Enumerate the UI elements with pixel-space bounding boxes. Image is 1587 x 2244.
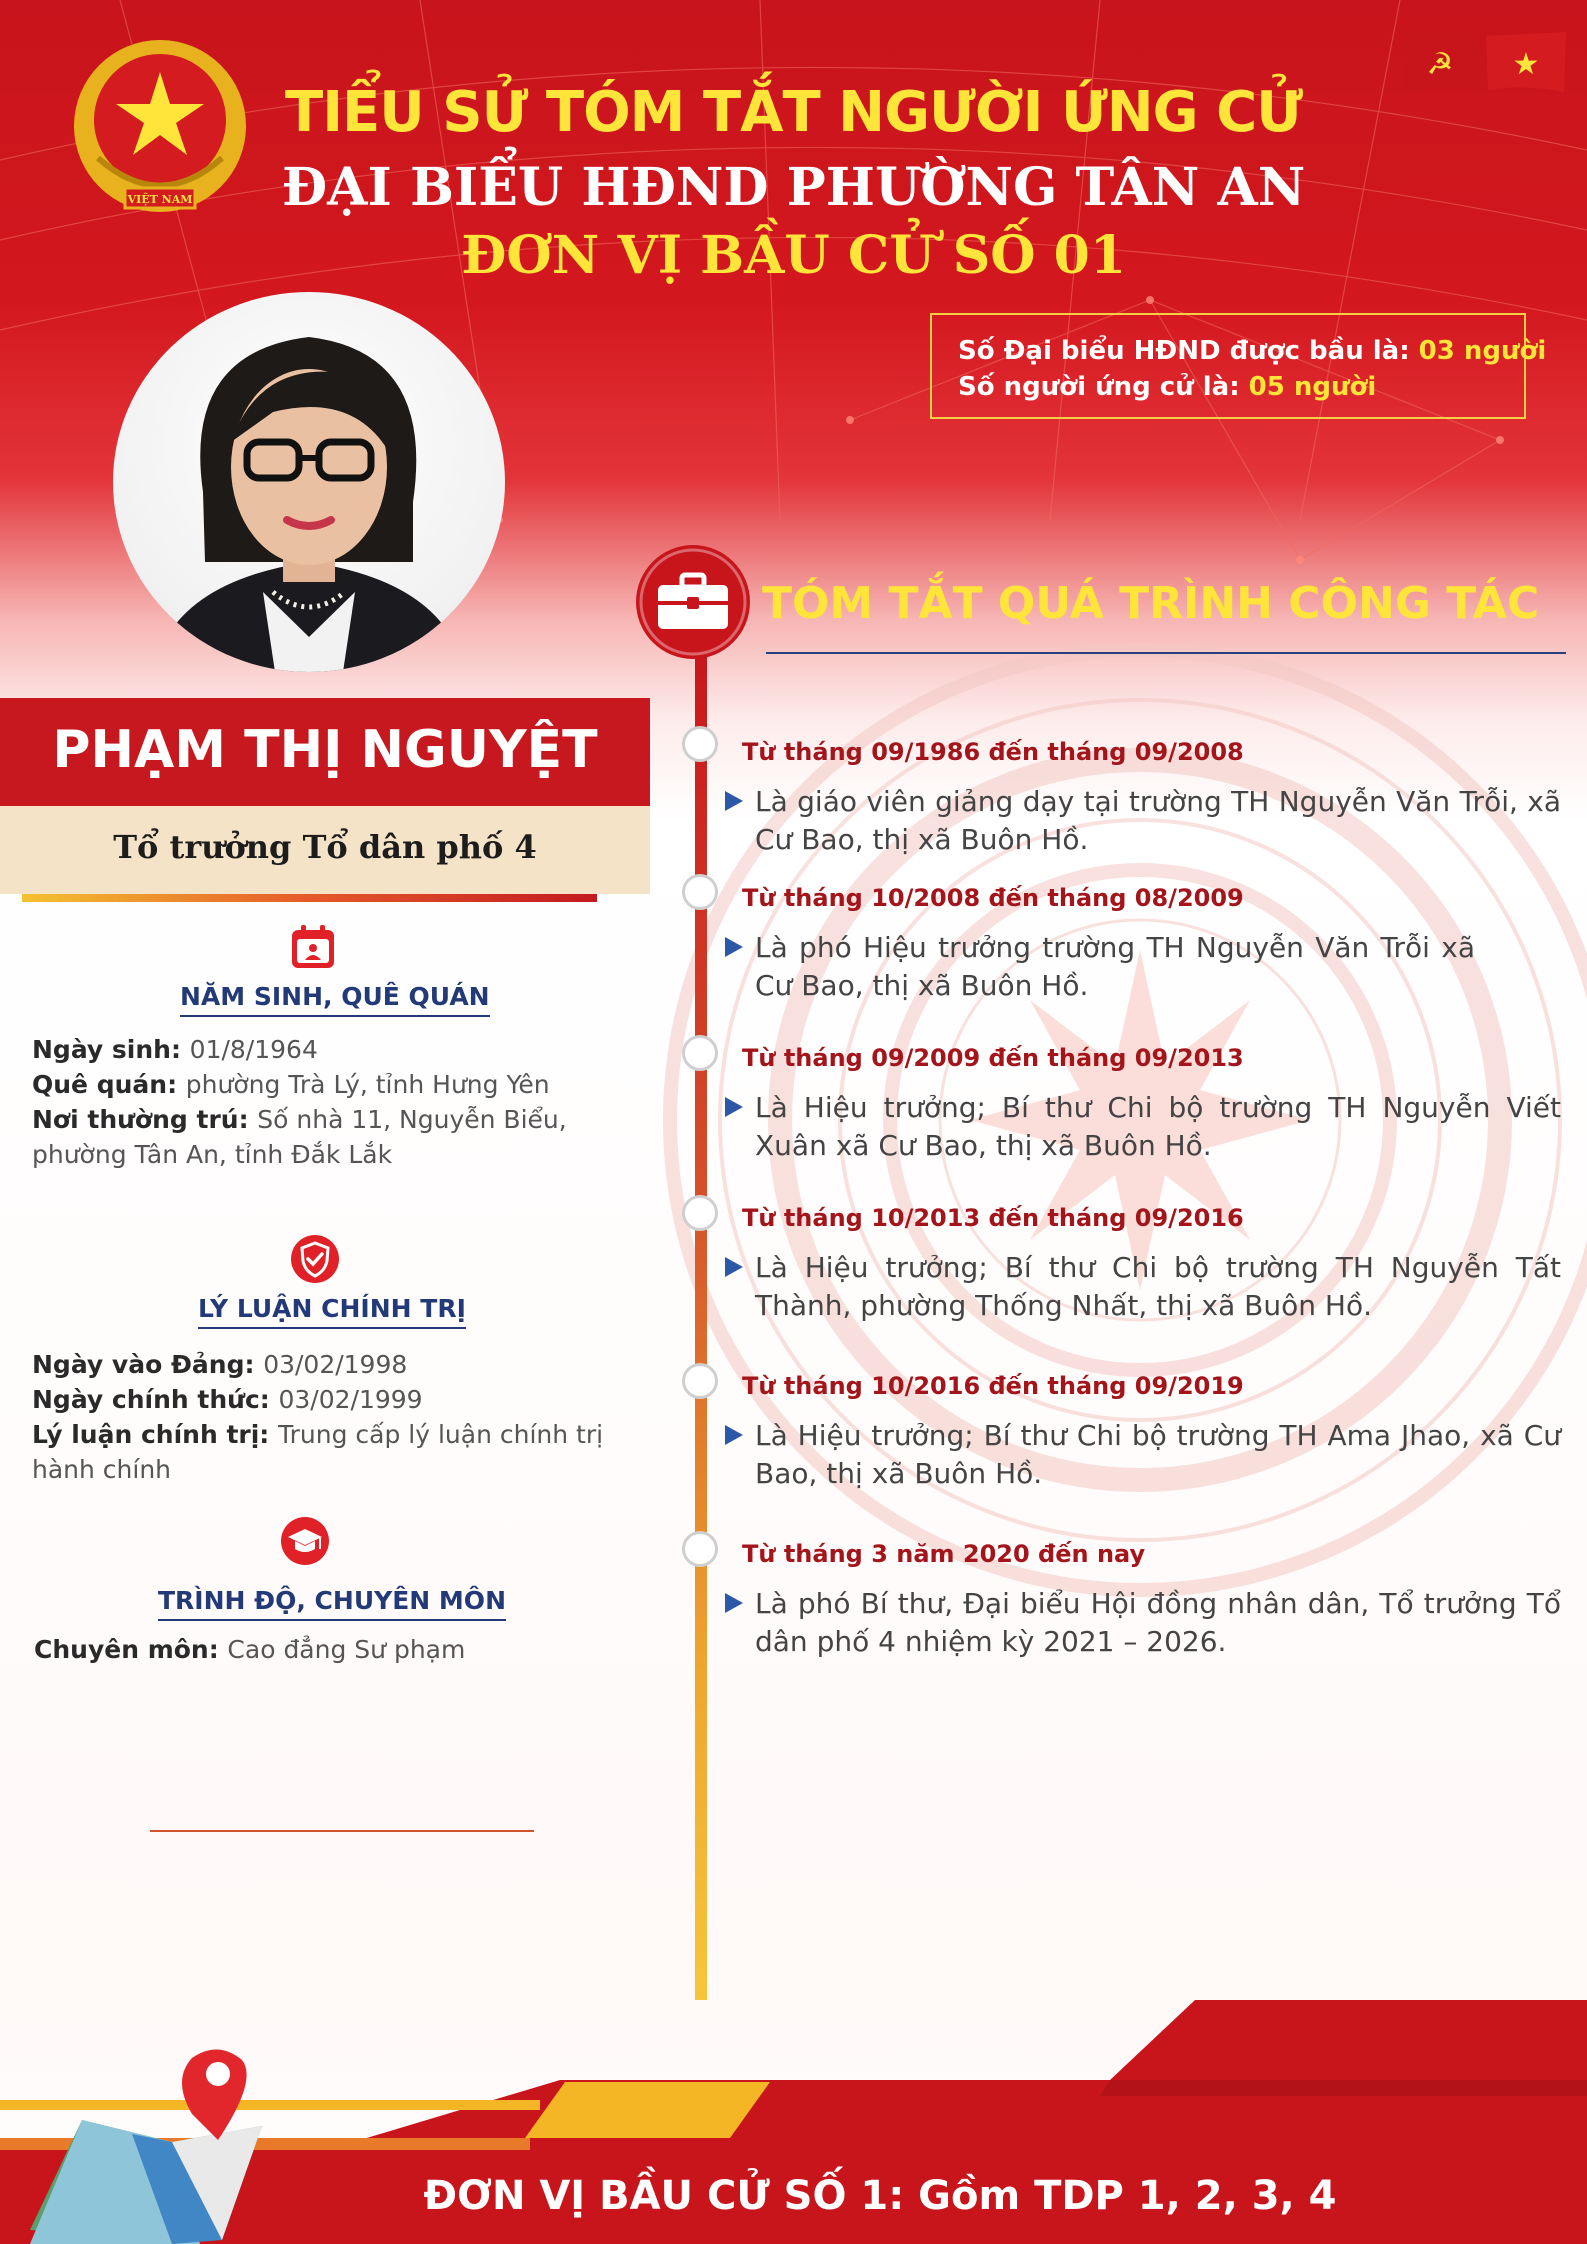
timeline-node: [682, 874, 718, 910]
entry-text: Là phó Hiệu trưởng trường TH Nguyễn Văn Trỗi xã Cư Bao, thị xã Buôn Hồ.: [755, 931, 1475, 1002]
timeline-node: [682, 1531, 718, 1567]
party-official-row: Ngày chính thức: 03/02/1999: [32, 1385, 423, 1414]
title-line-2: ĐẠI BIỂU HĐND PHƯỜNG TÂN AN: [281, 157, 1306, 218]
timeline-node: [682, 1363, 718, 1399]
footer-text: ĐƠN VỊ BẦU CỬ SỐ 1: Gồm TDP 1, 2, 3, 4: [423, 2173, 1337, 2219]
bullet-arrow-icon: [725, 1097, 743, 1117]
name-banner: [0, 698, 650, 806]
dob-row: Ngày sinh: 01/8/1964: [32, 1035, 318, 1064]
politics-info: [32, 1347, 632, 1487]
candidate-name: PHẠM THỊ NGUYỆT: [52, 720, 598, 780]
entry-text: Là Hiệu trưởng; Bí thư Chi bộ trường TH Nguyễn Tất Thành, phường Thống Nhất, thị xã Buôn Hồ.: [755, 1251, 1561, 1322]
bullet-arrow-icon: [725, 937, 743, 957]
politics-section-title: LÝ LUẬN CHÍNH TRỊ: [198, 1294, 466, 1329]
work-icon-circle: [636, 545, 750, 659]
bullet-arrow-icon: [725, 1257, 743, 1277]
timeline-entry: [725, 783, 1561, 859]
education-section-title: TRÌNH ĐỘ, CHUYÊN MÔN: [158, 1586, 506, 1621]
timeline-node: [682, 1195, 718, 1231]
role-banner: [0, 806, 650, 894]
timeline-entry: [725, 1585, 1561, 1661]
entry-text: Là phó Bí thư, Đại biểu Hội đồng nhân dân, Tổ trưởng Tổ dân phố 4 nhiệm kỳ 2021 – 2026.: [755, 1587, 1561, 1658]
bullet-arrow-icon: [725, 1425, 743, 1445]
map-pin-icon: [22, 2030, 272, 2244]
bullet-arrow-icon: [725, 791, 743, 811]
timeline-entry: [725, 929, 1561, 1005]
candidate-role: Tổ trưởng Tổ dân phố 4: [113, 828, 537, 866]
candidates-count: Số người ứng cử là: 05 người: [958, 372, 1377, 402]
political-theory-row: Lý luận chính trị: Trung cấp lý luận chính trị hành chính: [32, 1420, 604, 1484]
shield-check-icon: [290, 1234, 340, 1284]
entry-period: Từ tháng 10/2013 đến tháng 09/2016: [742, 1204, 1244, 1232]
star-icon: ★: [1512, 47, 1540, 82]
education-info: [34, 1632, 634, 1667]
entry-period: Từ tháng 3 năm 2020 đến nay: [742, 1540, 1146, 1568]
bullet-arrow-icon: [725, 1593, 743, 1613]
work-section-title: TÓM TẮT QUÁ TRÌNH CÔNG TÁC: [762, 578, 1540, 629]
entry-period: Từ tháng 09/2009 đến tháng 09/2013: [742, 1044, 1244, 1072]
entry-text: Là Hiệu trưởng; Bí thư Chi bộ trường TH Ama Jhao, xã Cư Bao, thị xã Buôn Hồ.: [755, 1419, 1561, 1490]
timeline-line: [695, 652, 707, 2000]
briefcase-icon: [636, 545, 750, 659]
hammer-sickle-icon: ☭: [1426, 47, 1454, 82]
timeline-node: [682, 726, 718, 762]
timeline-entry: [725, 1089, 1561, 1165]
graduation-cap-icon: [280, 1516, 330, 1566]
entry-period: Từ tháng 10/2008 đến tháng 08/2009: [742, 884, 1244, 912]
title-line-1: TIỂU SỬ TÓM TẮT NGƯỜI ỨNG CỬ: [285, 80, 1302, 145]
left-divider: [150, 1830, 534, 1832]
party-join-row: Ngày vào Đảng: 03/02/1998: [32, 1350, 408, 1379]
emblem-text: VIỆT NAM: [127, 193, 193, 206]
entry-period: Từ tháng 09/1986 đến tháng 09/2008: [742, 738, 1244, 766]
birth-info: [32, 1032, 632, 1172]
timeline-entry: [725, 1249, 1561, 1325]
hometown-row: Quê quán: phường Trà Lý, tỉnh Hưng Yên: [32, 1070, 550, 1099]
entry-text: Là giáo viên giảng dạy tại trường TH Nguyễn Văn Trỗi, xã Cư Bao, thị xã Buôn Hồ.: [755, 785, 1561, 856]
residence-row: Nơi thường trú: Số nhà 11, Nguyễn Biểu, phường Tân An, tỉnh Đắk Lắk: [32, 1105, 567, 1169]
calendar-icon: [288, 922, 338, 972]
birth-section-title: NĂM SINH, QUÊ QUÁN: [180, 982, 490, 1017]
delegates-count: Số Đại biểu HĐND được bầu là: 03 người: [958, 336, 1547, 366]
role-underline: [22, 894, 597, 902]
work-title-underline: [766, 652, 1566, 654]
candidate-photo: [113, 292, 505, 672]
info-box: [930, 313, 1547, 419]
entry-text: Là Hiệu trưởng; Bí thư Chi bộ trường TH Nguyễn Viết Xuân xã Cư Bao, thị xã Buôn Hồ.: [755, 1091, 1561, 1162]
timeline-node: [682, 1035, 718, 1071]
major-row: Chuyên môn: Cao đẳng Sư phạm: [34, 1635, 466, 1664]
title-line-3: ĐƠN VỊ BẦU CỬ SỐ 01: [460, 225, 1127, 286]
timeline-entry: [725, 1417, 1561, 1493]
entry-period: Từ tháng 10/2016 đến tháng 09/2019: [742, 1372, 1244, 1400]
